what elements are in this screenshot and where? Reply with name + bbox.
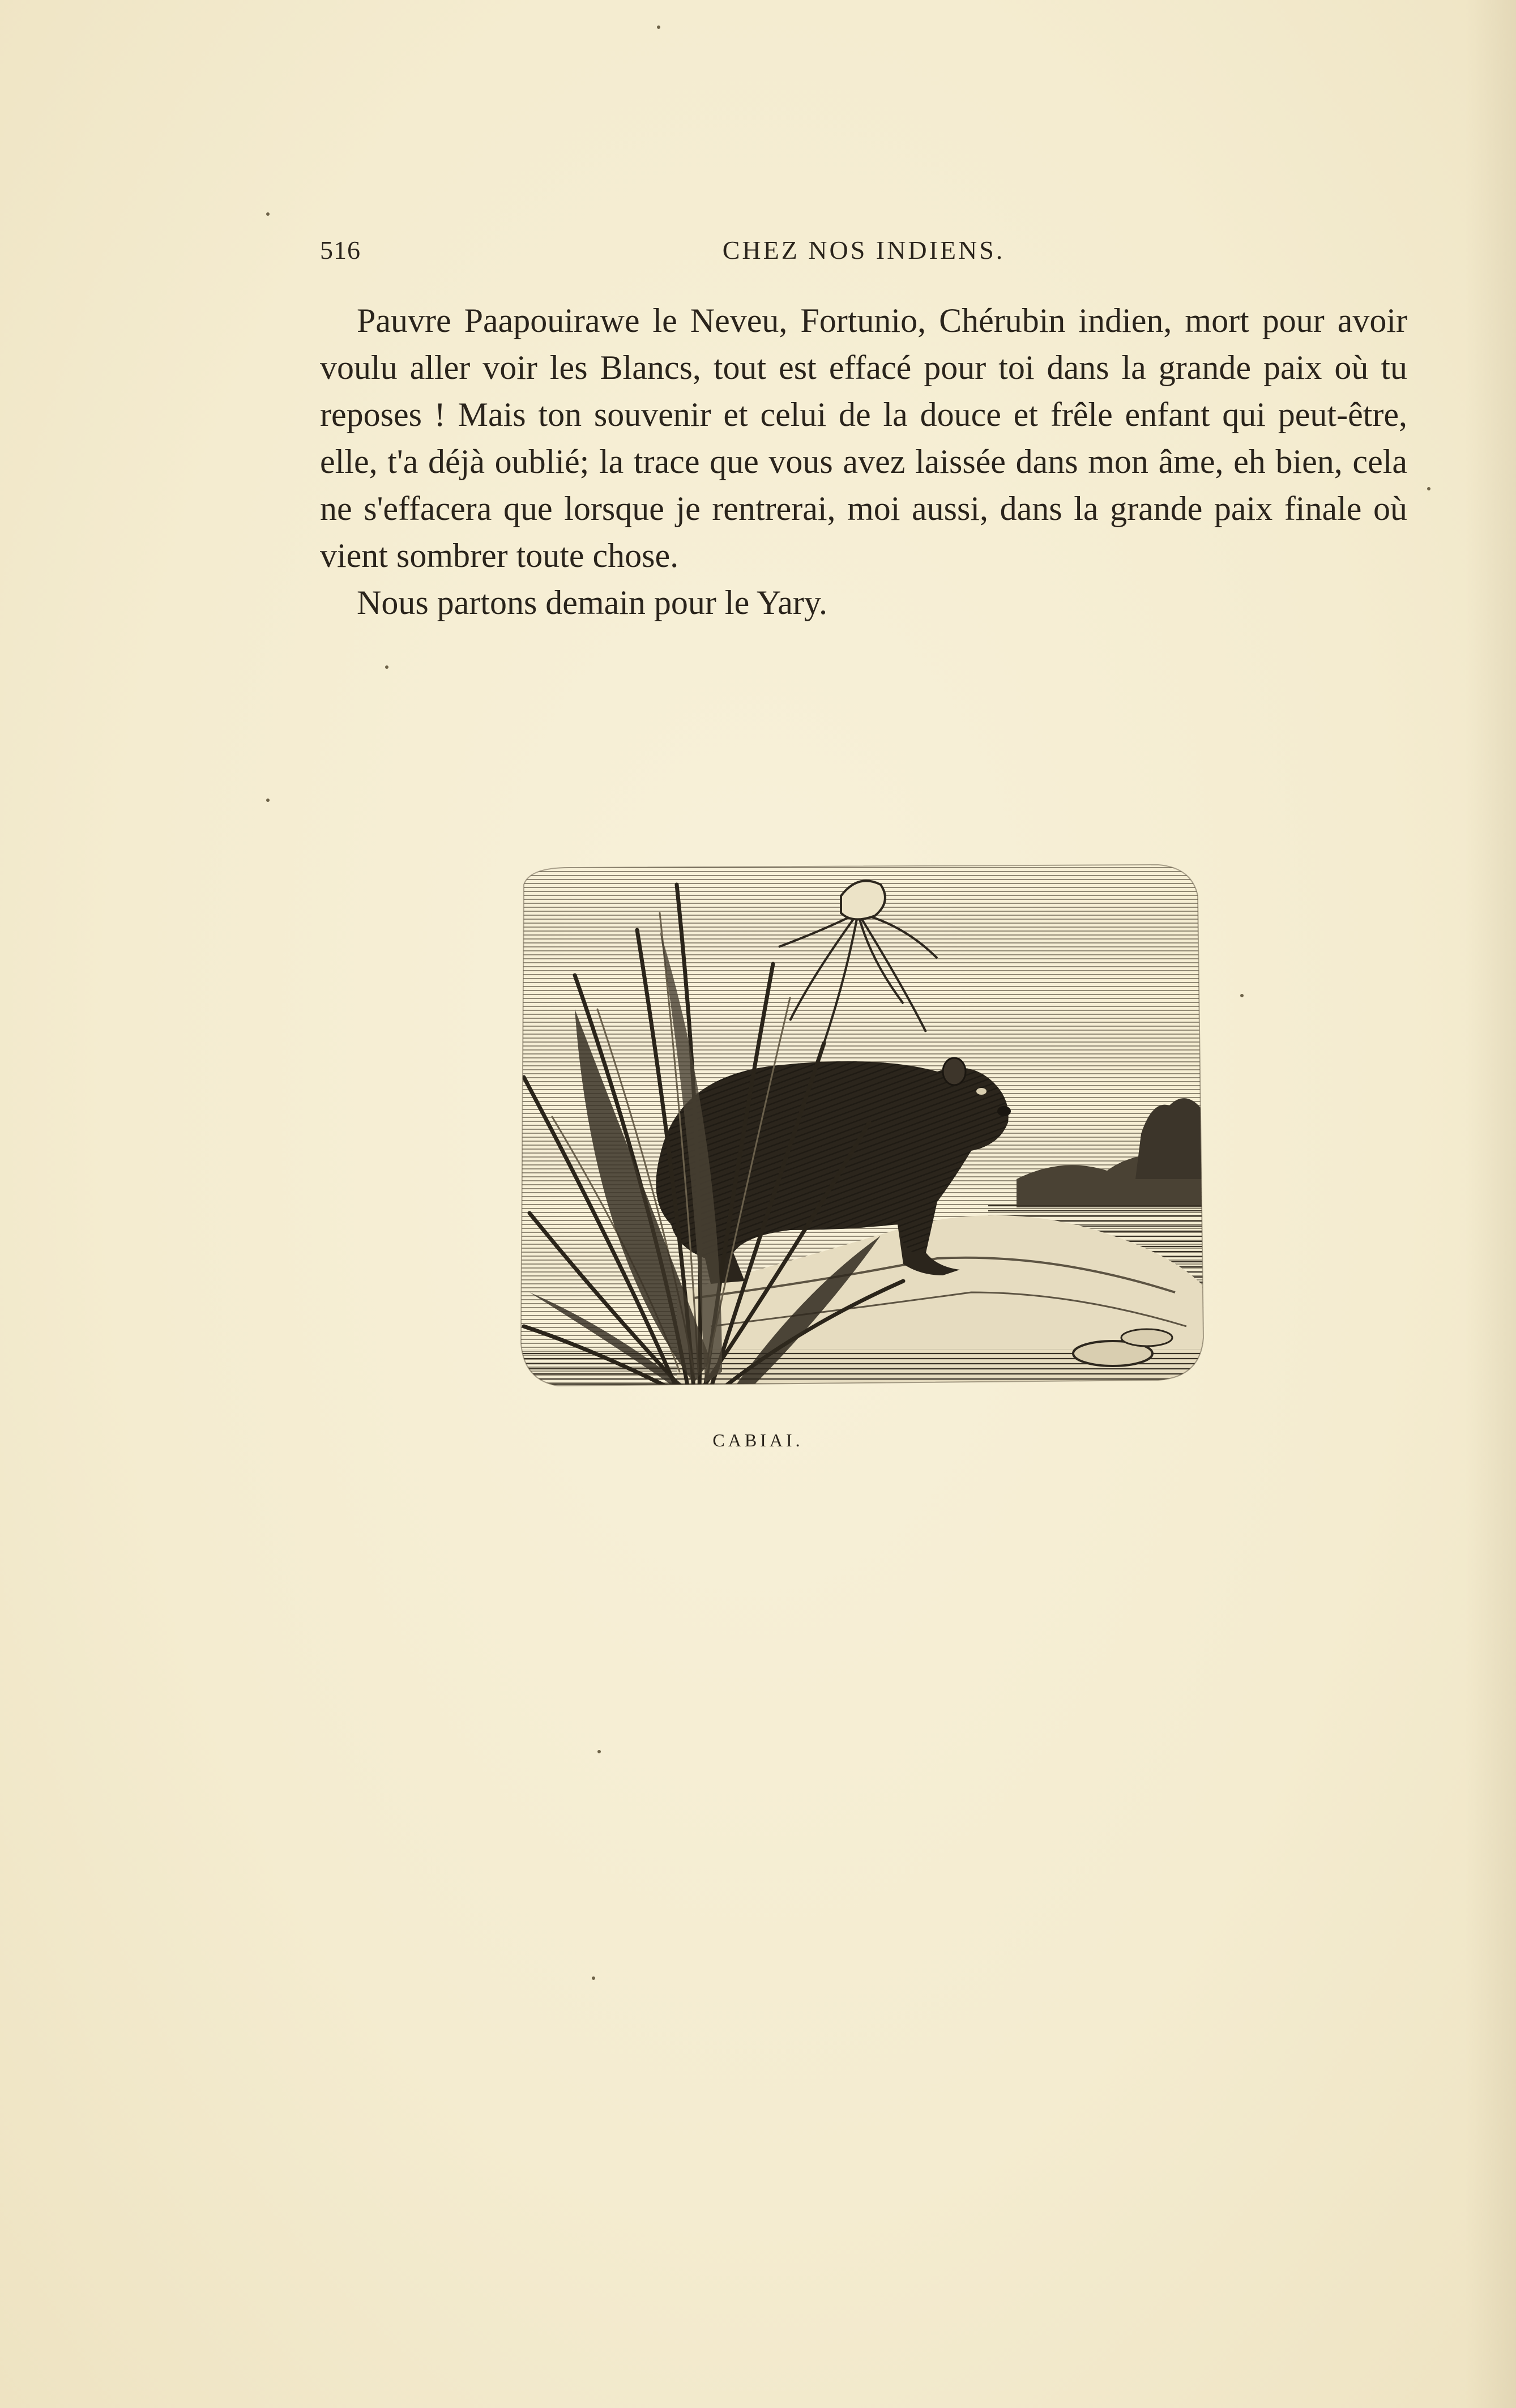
paragraph: Pauvre Paapouirawe le Neveu, Fortunio, Chérubin indien, mort pour avoir voulu aller voir les Blancs, tout est effacé pour toi dans la grande paix où tu reposes ! Mais ton souvenir et celui de la douce et frêle enfant qui peut-être, elle, t'a déjà oublié; la trace que vous avez laissée dans mon âme, eh bien, cela ne s'effacera que lorsque je rentrerai, moi aussi, dans la grande paix finale où vient sombrer toute chose. — [320, 302, 1407, 574]
running-head: CHEZ NOS INDIENS. — [722, 236, 1005, 264]
page-header — [320, 235, 1407, 275]
figure-caption: CABIAI. — [712, 1430, 804, 1450]
page-edge-shadow — [1465, 0, 1516, 2408]
body-text — [320, 297, 1407, 626]
capybara-engraving — [507, 862, 1209, 1391]
paragraph: Nous partons demain pour le Yary. — [357, 584, 828, 621]
page-number: 516 — [320, 236, 361, 264]
